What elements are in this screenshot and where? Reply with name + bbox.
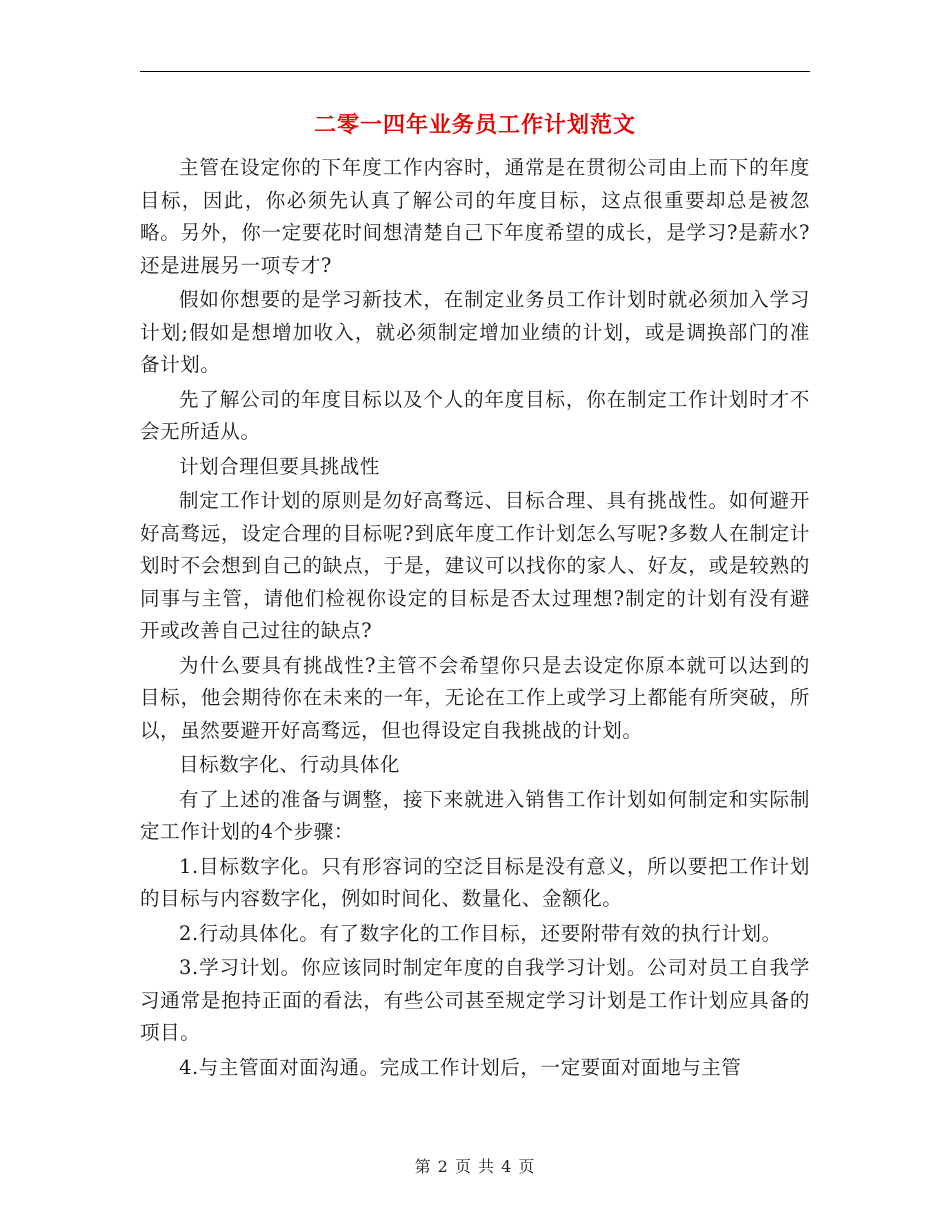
section-heading: 计划合理但要具挑战性 xyxy=(179,454,381,478)
paragraph: 有了上述的准备与调整，接下来就进入销售工作计划如何制定和实际制定工作计划的4个步骤： xyxy=(140,787,810,843)
paragraph: 为什么要具有挑战性?主管不会希望你只是去设定你原本就可以达到的目标，他会期待你在未来的一年，无论在工作上或学习上都能有所突破，所以，虽然要避开好高骛远，但也得设定自我挑战的计划。 xyxy=(140,653,810,742)
list-item: 3.学习计划。你应该同时制定年度的自我学习计划。公司对员工自我学习通常是抱持正面的看法，有些公司甚至规定学习计划是工作计划应具备的项目。 xyxy=(140,956,810,1044)
list-item: 2.行动具体化。有了数字化的工作目标，还要附带有效的执行计划。 xyxy=(179,921,782,945)
page-number: 第 2 页 共 4 页 xyxy=(414,1157,536,1176)
section-heading: 目标数字化、行动具体化 xyxy=(179,753,401,776)
paragraph: 主管在设定你的下年度工作内容时，通常是在贯彻公司由上而下的年度目标，因此，你必须先认真了解公司的年度目标，这点很重要却总是被忽略。另外，你一定要花时间想清楚自己下年度希望的成长，是学习?是薪水?还是进展另一项专才? xyxy=(140,156,810,277)
header-rule xyxy=(140,71,810,72)
list-item: 1.目标数字化。只有形容词的空泛目标是没有意义，所以要把工作计划的目标与内容数字化，例如时间化、数量化、金额化。 xyxy=(140,854,810,910)
paragraph: 假如你想要的是学习新技术，在制定业务员工作计划时就必须加入学习计划;假如是想增加收入，就必须制定增加业绩的计划，或是调换部门的准备计划。 xyxy=(140,288,810,376)
document-title: 二零一四年业务员工作计划范文 xyxy=(313,113,636,138)
list-item: 4.与主管面对面沟通。完成工作计划后，一定要面对面地与主管 xyxy=(179,1055,742,1079)
paragraph: 先了解公司的年度目标以及个人的年度目标，你在制定工作计划时才不会无所适从。 xyxy=(140,387,810,443)
document-body xyxy=(140,152,810,1086)
paragraph: 制定工作计划的原则是勿好高骛远、目标合理、具有挑战性。如何避开好高骛远，设定合理的目标呢?到底年度工作计划怎么写呢?多数人在制定计划时不会想到自己的缺点，于是，建议可以找你的家人、好友，或是较熟的同事与主管，请他们检视你设定的目标是否太过理想?制定的计划有没有避开或改善自己过往的缺点? xyxy=(140,489,810,642)
